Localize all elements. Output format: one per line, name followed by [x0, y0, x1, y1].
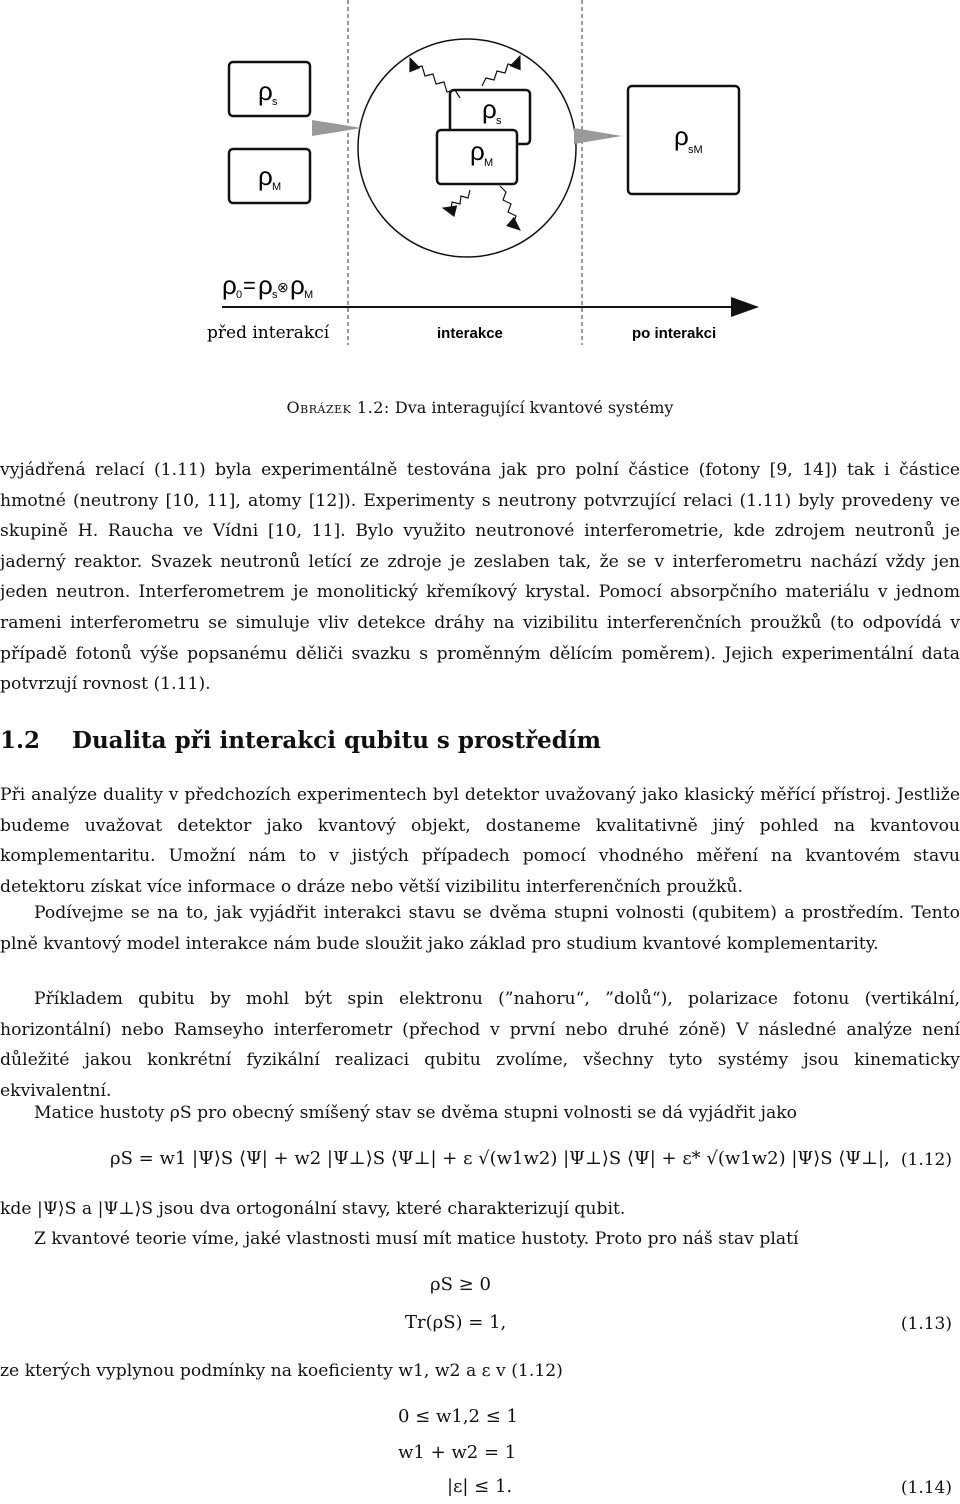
system-sm-sub: sM [688, 144, 703, 156]
incoming-beam [312, 120, 362, 136]
svg-text:ρ: ρ [222, 270, 237, 300]
phase-after-label: po interakci [632, 325, 717, 342]
figure-caption [0, 398, 960, 417]
wave-arrow-2 [482, 56, 520, 86]
system-m-sub: M [272, 181, 282, 193]
paragraph-6: kde |Ψ⟩S a |Ψ⊥⟩S jsou dva ortogonální stavy, které charakterizují qubit. [0, 1199, 626, 1219]
section-title: Dualita při interakci qubitu s prostředím [72, 727, 601, 754]
wave-arrow-1 [410, 58, 460, 98]
svg-text:⊗: ⊗ [277, 279, 289, 295]
wave-arrow-3 [500, 186, 520, 230]
phase-during-label: interakce [437, 325, 503, 342]
caption-text: Dva interagující kvantové systémy [394, 398, 674, 417]
wave-arrow-4 [443, 190, 470, 210]
interaction-figure [0, 0, 960, 380]
interaction-s-sub: s [496, 115, 502, 127]
paragraph-7: Z kvantové teorie víme, jaké vlastnosti musí mít matice hustoty. Proto pro náš stav platí [34, 1229, 799, 1249]
svg-text:s: s [272, 289, 278, 301]
svg-text:ρ: ρ [290, 270, 305, 300]
paragraph-4: Příkladem qubitu by mohl být spin elektronu (”nahoru“, ”dolů“), polarizace fotonu (vertikální, horizontální) nebo Ramseyho interferometr (přechod v první nebo druhé zóně) V následné analýze není důležité jakou konkrétní fyzikální realizaci qubitu zvolíme, všechny tyto systémy jsou kinematicky ekvivalentní. [0, 989, 960, 1101]
equation-1-12-number: (1.12) [900, 1150, 952, 1170]
paragraph-8: ze kterých vyplynou podmínky na koeficienty w1, w2 a ε v (1.12) [0, 1361, 563, 1381]
caption-label: Obrázek 1.2: [286, 398, 390, 417]
interaction-s-rho: ρ [482, 94, 497, 124]
section-number: 1.2 [0, 727, 41, 754]
equation-1-14-line3: |ε| ≤ 1. [447, 1476, 513, 1497]
svg-text:ρ: ρ [258, 270, 273, 300]
system-m-rho: ρ [258, 161, 273, 191]
svg-text:M: M [304, 289, 314, 301]
phase-before-label: před interakcí [207, 323, 330, 343]
equation-1-12: ρS = w1 |Ψ⟩S ⟨Ψ| + w2 |Ψ⊥⟩S ⟨Ψ⊥| + ε √(w1w2) |Ψ⊥⟩S ⟨Ψ| + ε* √(w1w2) |Ψ⟩S ⟨Ψ⊥|, [110, 1148, 890, 1169]
equation-1-13-line1: ρS ≥ 0 [430, 1274, 491, 1295]
paragraph-3: Podívejme se na to, jak vyjádřit interakci stavu se dvěma stupni volnosti (qubitem) a prostředím. Tento plně kvantový model interakce nám bude sloužit jako základ pro studium kvantové komplementarity. [0, 903, 960, 954]
interaction-m-rho: ρ [470, 136, 485, 166]
system-s-sub: s [272, 96, 278, 108]
paragraph-1: vyjádřená relací (1.11) byla experimentálně testována jak pro polní částice (fotony [9, 14]) tak i částice hmotné (neutrony [10, 11], atomy [12]). Experimenty s neutrony potvrzující relaci (1.11) byly provedeny ve skupině H. Raucha ve Vídni [10, 11]. Bylo využito neutronové interferometrie, kde zdrojem neutronů je jaderný reaktor. Svazek neutronů letící ze zdroje je zeslaben tak, že se v interferometru nachází vždy jen jeden neutron. Interferometrem je monolitický křemíkový krystal. Pomocí absorpčního materiálu v jednom rameni interferometru se simuluje vliv detekce dráhy na vizibilitu interferenčních proužků (to odpovídá v případě fotonů výše popsanému děliči svazku s proměnným dělícím poměrem). Jejich experimentální data potvrzují rovnost (1.11). [0, 460, 960, 695]
equation-1-13-number: (1.13) [900, 1314, 952, 1334]
equation-1-14-line1: 0 ≤ w1,2 ≤ 1 [398, 1406, 518, 1427]
system-s-rho: ρ [258, 76, 273, 106]
initial-state-formula [222, 270, 313, 301]
interaction-m-sub: M [484, 157, 494, 169]
equation-1-14-number: (1.14) [900, 1478, 952, 1498]
equation-1-14-line2: w1 + w2 = 1 [398, 1442, 517, 1463]
section-heading [0, 727, 601, 754]
paragraph-5: Matice hustoty ρS pro obecný smíšený stav se dvěma stupni volnosti se dá vyjádřit jako [34, 1103, 797, 1123]
equation-1-13-line2: Tr(ρS) = 1, [405, 1312, 507, 1333]
svg-text:0: 0 [236, 289, 243, 301]
paragraph-2: Při analýze duality v předchozích experimentech byl detektor uvažovaný jako klasický měřící přístroj. Jestliže budeme uvažovat detektor jako kvantový objekt, dostaneme kvalitativně jiný pohled na kvantovou komplementaritu. Umožní nám to v jistých případech pomocí vhodného měření na kvantovém stavu detektoru získat více informace o dráze nebo větší vizibilitu interferenčních proužků. [0, 785, 960, 897]
system-sm-rho: ρ [674, 121, 689, 151]
outgoing-beam [574, 128, 622, 144]
svg-text:=: = [243, 273, 256, 298]
